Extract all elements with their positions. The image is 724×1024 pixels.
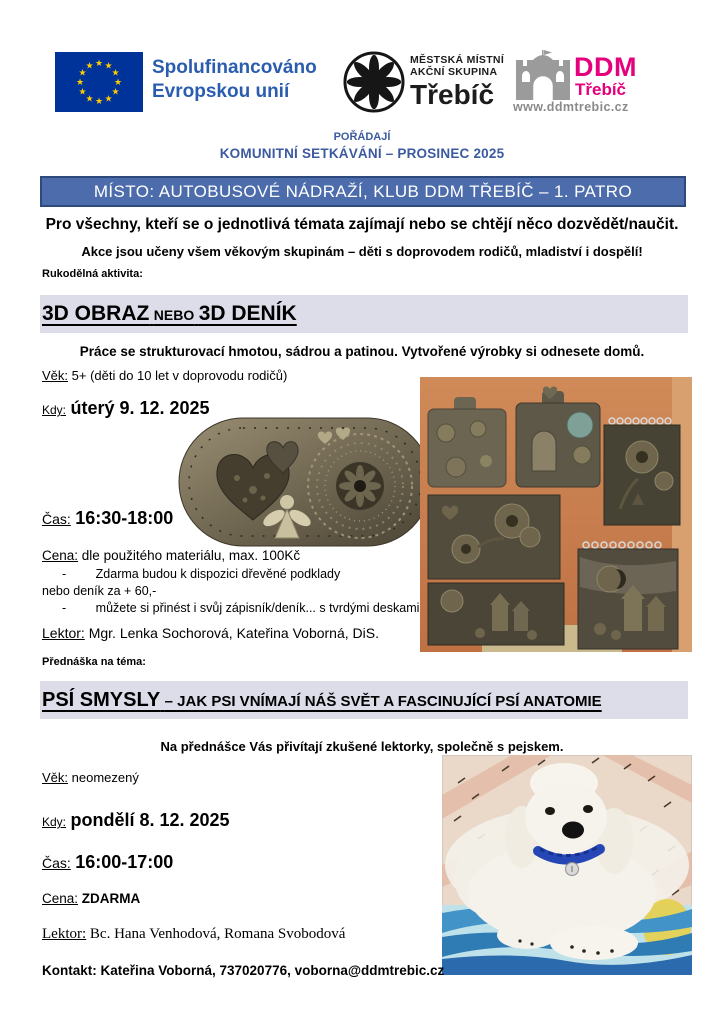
svg-text:★: ★ (94, 97, 104, 107)
event2-price-value: ZDARMA (81, 891, 141, 906)
eu-cofunded-line2: Evropskou unií (152, 81, 290, 103)
event1-time-line (42, 508, 173, 529)
event1-title-part2: NEBO (153, 307, 195, 323)
ddm-website: www.ddmtrebic.cz (513, 100, 629, 114)
event1-bullet-2-text: můžete si přinést i svůj zápisník/deník... s tvrdými deskami (95, 601, 420, 615)
event1-title-part1: 3D OBRAZ (42, 302, 150, 325)
svg-text:★: ★ (78, 87, 87, 98)
svg-text:★: ★ (94, 59, 104, 69)
contact-line: Kontakt: Kateřina Voborná, 737020776, voborna@ddmtrebic.cz (42, 963, 445, 978)
organizers-label: POŘÁDAJÍ (333, 131, 391, 143)
event2-age-label: Věk: (42, 770, 69, 785)
event1-bullet-1 (62, 567, 340, 581)
event2-price-line (42, 891, 140, 906)
event1-price-label: Cena: (42, 548, 79, 563)
event1-bullet-1-cont: nebo deník za + 60,- (42, 584, 157, 598)
mas-rosette-icon (342, 50, 406, 114)
event1-craft-plaque-image (175, 398, 435, 566)
event2-title-part2: – JAK PSI VNÍMAJÍ NÁŠ SVĚT A FASCINUJÍCÍ PSÍ ANATOMIE (164, 693, 602, 710)
event1-lecturer-label: Lektor: (42, 625, 85, 641)
page-title: KOMUNITNÍ SETKÁVÁNÍ – PROSINEC 2025 (219, 146, 505, 161)
svg-text:★: ★ (111, 87, 120, 98)
mas-name: Třebíč (410, 79, 495, 111)
ddm-city: Třebíč (575, 80, 627, 99)
event1-price-value: dle použitého materiálu, max. 100Kč (81, 548, 301, 563)
svg-text:★: ★ (111, 68, 120, 79)
event2-age-value: neomezený (71, 770, 139, 785)
event1-artworks-photo (420, 377, 692, 652)
eu-flag-icon (55, 52, 143, 112)
lead-text-2: Akce jsou učeny všem věkovým skupinám – děti s doprovodem rodičů, mladiství i dospělí! (81, 244, 643, 259)
place-banner: MÍSTO: AUTOBUSOVÉ NÁDRAŽÍ, KLUB DDM TŘEBÍČ – 1. PATRO (40, 176, 686, 207)
event2-time-line (42, 852, 173, 873)
event1-lecturer-line (42, 625, 379, 641)
event1-date-label: Kdy: (42, 403, 67, 417)
event2-lecturer-value: Bc. Hana Venhodová, Romana Svobodová (89, 926, 346, 942)
svg-text:★: ★ (75, 78, 85, 88)
svg-text:★: ★ (104, 61, 113, 72)
svg-text:★: ★ (104, 94, 113, 105)
event2-lecturer-line (42, 926, 345, 943)
svg-text:★: ★ (113, 78, 123, 88)
event1-bullet-1-text: Zdarma budou k dispozici dřevěné podklady (95, 567, 341, 581)
event2-time-label: Čas: (42, 855, 71, 871)
event1-age-line (42, 368, 287, 383)
event1-title-part3: 3D DENÍK (198, 302, 297, 325)
mas-logo-text (410, 54, 504, 111)
event2-description: Na přednášce Vás přivítají zkušené lektorky, společně s pejskem. (160, 739, 564, 754)
event2-title (40, 681, 688, 721)
eu-cofunded-line1: Spolufinancováno (152, 57, 317, 78)
event2-kicker: Přednáška na téma: (42, 656, 146, 668)
event2-price-label: Cena: (42, 891, 79, 906)
event1-age-label: Věk: (42, 368, 69, 383)
event2-date-value: pondělí 8. 12. 2025 (70, 810, 230, 830)
event1-price-line (42, 548, 300, 563)
event2-time-value: 16:00-17:00 (75, 852, 174, 872)
mas-line1: MĚSTSKÁ MÍSTNÍ (410, 54, 505, 66)
eu-cofunded-label (152, 56, 317, 105)
svg-text:★: ★ (85, 61, 94, 72)
event2-date-label: Kdy: (42, 815, 67, 829)
event2-title-band (40, 681, 688, 719)
event1-time-label: Čas: (42, 511, 71, 527)
event1-kicker: Rukodělná aktivita: (42, 268, 143, 280)
bullet-dash: - (62, 567, 67, 581)
svg-text:★: ★ (85, 94, 94, 105)
event1-time-value: 16:30-18:00 (75, 508, 174, 528)
event1-title (40, 295, 688, 335)
event2-date-line (42, 810, 230, 831)
event1-title-band (40, 295, 688, 333)
event1-description: Práce se strukturovací hmotou, sádrou a patinou. Vytvořené výrobky si odnesete domů. (79, 344, 645, 359)
event2-title-part1: PSÍ SMYSLY (42, 689, 161, 711)
event1-lecturer-value: Mgr. Lenka Sochorová, Kateřina Voborná, DiS. (88, 625, 379, 641)
event1-bullet-2 (62, 601, 419, 615)
bullet-dash: - (62, 601, 67, 615)
event1-date-value: úterý 9. 12. 2025 (70, 398, 210, 418)
mas-line2: AKČNÍ SKUPINA (410, 66, 498, 79)
event1-age-value: 5+ (děti do 10 let v doprovodu rodičů) (71, 368, 288, 383)
lead-text-1: Pro všechny, kteří se o jednotlivá témata zajímají nebo se chtějí něco dozvědět/naučit. (45, 216, 679, 233)
event2-age-line (42, 770, 139, 785)
ddm-castle-icon (514, 50, 572, 100)
ddm-name: DDM (574, 52, 637, 82)
event2-lecturer-label: Lektor: (42, 926, 87, 942)
event2-dog-photo (442, 755, 692, 975)
svg-text:★: ★ (78, 68, 87, 79)
